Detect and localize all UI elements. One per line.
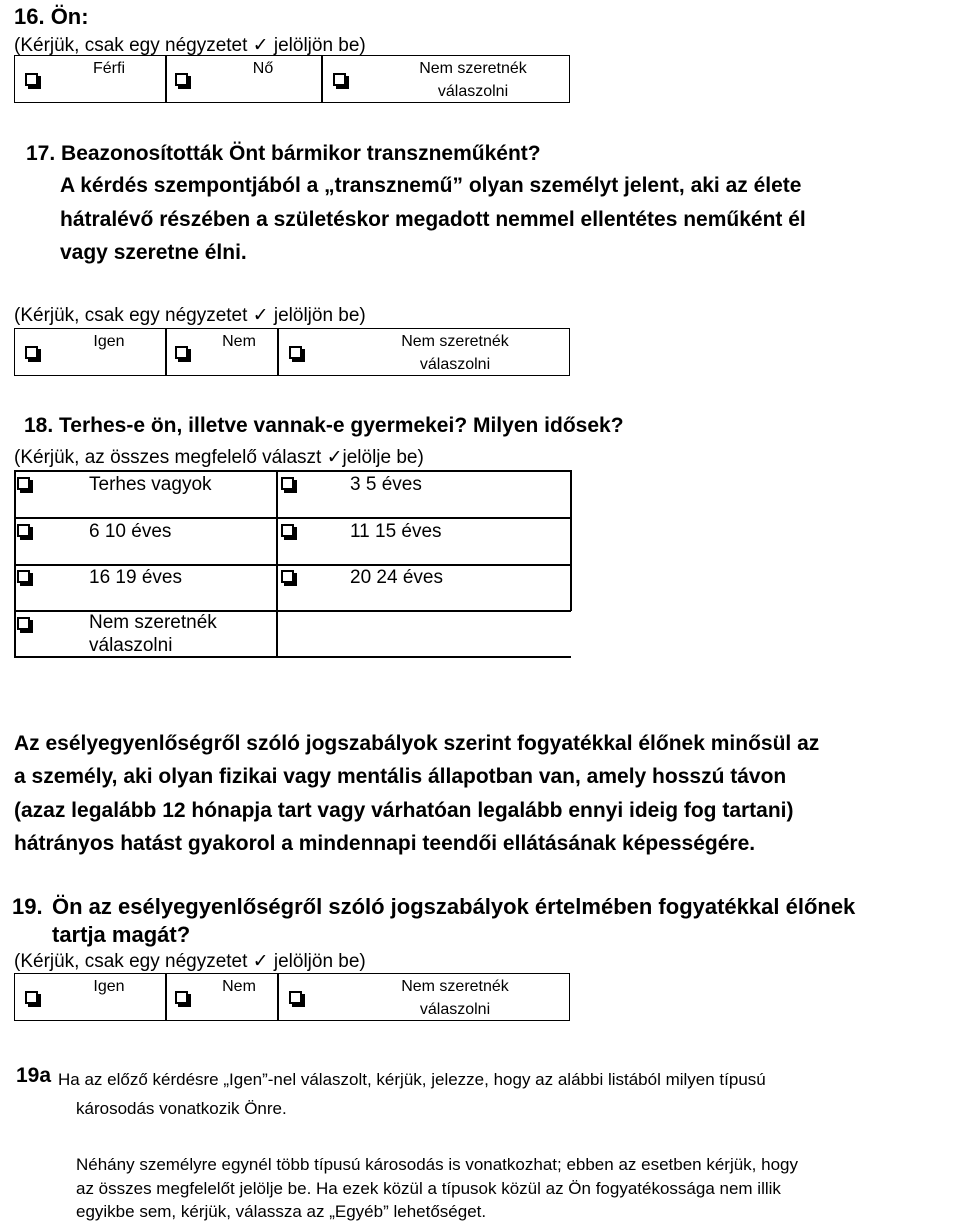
q19a-note-line1: Néhány személyre egynél több típusú károsodás is vonatkozhat; ebben az esetben kérjük, hogy — [76, 1155, 798, 1174]
q16-checkbox-no-answer[interactable] — [333, 73, 346, 86]
q16-title: 16. Ön: — [14, 4, 89, 29]
definition-line2: a személy, aki olyan fizikai vagy mentális állapotban van, amely hosszú távon — [14, 765, 787, 788]
definition-line3: (azaz legalább 12 hónapja tart vagy várhatóan legalább ennyi ideig fog tartani) — [14, 799, 794, 822]
q16-checkbox-male[interactable] — [25, 73, 38, 86]
q19-checkbox-no-answer[interactable] — [289, 991, 302, 1004]
q19-label-yes: Igen — [93, 978, 125, 995]
q19-label-no-answer-2: válaszolni — [419, 1001, 491, 1018]
definition-line4: hátrányos hatást gyakorol a mindennapi teendői ellátásának képességére. — [14, 832, 756, 855]
q18-label-no-answer-2: válaszolni — [89, 635, 173, 656]
q19-title-line1: Ön az esélyegyenlőségről szóló jogszabályok értelmében fogyatékkal élőnek — [52, 894, 856, 919]
q17-desc-line3: vagy szeretne élni. — [60, 241, 247, 264]
q19a-line2: károsodás vonatkozik Önre. — [76, 1099, 287, 1118]
q18-options-table — [14, 470, 571, 658]
q19-number: 19. — [12, 894, 43, 919]
q17-desc-line2: hátralévő részében a születéskor megadott nemmel ellentétes neműként él — [60, 208, 806, 231]
q19a-note-line3: egyikbe sem, kérjük, válassza az „Egyéb” lehetőséget. — [76, 1202, 487, 1221]
q17-label-no: Nem — [222, 333, 256, 350]
q18-checkbox-6-10[interactable] — [17, 524, 30, 537]
q18-title: 18. Terhes-e ön, illetve vannak-e gyermekei? Milyen idősek? — [24, 414, 624, 437]
q19a-line1: Ha az előző kérdésre „Igen”-nel válaszolt, kérjük, jelezze, hogy az alábbi listából milyen típusú — [58, 1070, 766, 1089]
q18-label-16-19: 16 19 éves — [89, 567, 182, 588]
q18-checkbox-pregnant[interactable] — [17, 477, 30, 490]
q16-label-male: Férfi — [93, 60, 125, 77]
q19-checkbox-yes[interactable] — [25, 991, 38, 1004]
q16-options-table — [14, 55, 570, 103]
q18-checkbox-no-answer[interactable] — [17, 617, 30, 630]
q19-label-no: Nem — [222, 978, 256, 995]
q17-instruction: (Kérjük, csak egy négyzetet ✓ jelöljön be) — [14, 305, 366, 326]
q16-label-no-answer-2: válaszolni — [437, 83, 509, 100]
q19-title-line2: tartja magát? — [52, 922, 191, 947]
q17-desc-line1: A kérdés szempontjából a „transznemű” olyan személyt jelent, aki az élete — [60, 174, 802, 197]
q18-checkbox-11-15[interactable] — [281, 524, 294, 537]
q18-checkbox-16-19[interactable] — [17, 570, 30, 583]
q19-label-no-answer-1: Nem szeretnék — [401, 978, 509, 995]
q19a-number: 19a — [16, 1064, 52, 1087]
q18-checkbox-3-5[interactable] — [281, 477, 294, 490]
definition-line1: Az esélyegyenlőségről szóló jogszabályok szerint fogyatékkal élőnek minősül az — [14, 732, 820, 755]
q19-checkbox-no[interactable] — [175, 991, 188, 1004]
q17-label-no-answer-1: Nem szeretnék — [401, 333, 509, 350]
q18-label-3-5: 3 5 éves — [350, 474, 422, 495]
q17-checkbox-no[interactable] — [175, 346, 188, 359]
q18-label-pregnant: Terhes vagyok — [89, 474, 212, 495]
q17-label-no-answer-2: válaszolni — [419, 356, 491, 373]
q19-instruction: (Kérjük, csak egy négyzetet ✓ jelöljön be) — [14, 951, 366, 972]
q18-label-6-10: 6 10 éves — [89, 521, 172, 542]
q18-label-20-24: 20 24 éves — [350, 567, 443, 588]
q17-label-yes: Igen — [93, 333, 125, 350]
q16-label-no-answer-1: Nem szeretnék — [419, 60, 527, 77]
q18-instruction: (Kérjük, az összes megfelelő választ ✓jelölje be) — [14, 447, 424, 468]
q16-instruction: (Kérjük, csak egy négyzetet ✓ jelöljön be) — [14, 35, 366, 56]
q17-checkbox-yes[interactable] — [25, 346, 38, 359]
q19-options-table — [14, 973, 570, 1021]
q18-label-no-answer-1: Nem szeretnék — [89, 612, 217, 633]
q16-checkbox-female[interactable] — [175, 73, 188, 86]
q18-checkbox-20-24[interactable] — [281, 570, 294, 583]
q18-label-11-15: 11 15 éves — [350, 521, 442, 542]
q17-checkbox-no-answer[interactable] — [289, 346, 302, 359]
q17-title: 17. Beazonosították Önt bármikor transzneműként? — [26, 142, 541, 165]
q19a-note-line2: az összes megfelelőt jelölje be. Ha ezek közül a típusok közül az Ön fogyatékossága nem illik — [76, 1179, 781, 1198]
q17-options-table — [14, 328, 570, 376]
q16-label-female: Nő — [252, 60, 274, 77]
